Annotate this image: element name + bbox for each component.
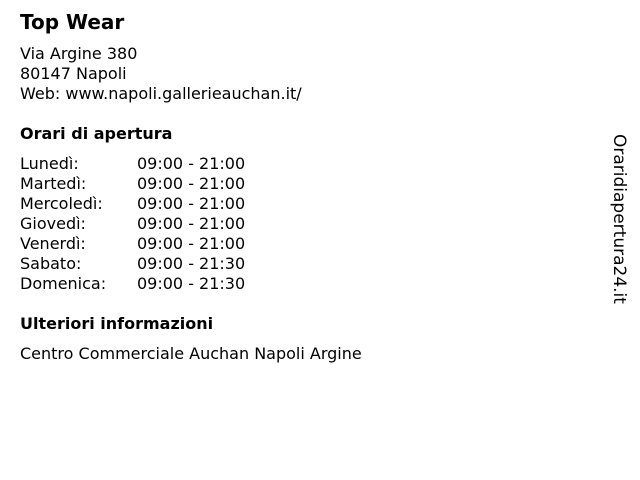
store-title: Top Wear <box>20 10 125 34</box>
day-label: Giovedì: <box>20 214 86 233</box>
additional-info-heading: Ulteriori informazioni <box>20 314 214 333</box>
day-label: Mercoledì: <box>20 194 103 213</box>
hours-row-wednesday <box>20 194 245 214</box>
hours-row-sunday <box>20 274 245 294</box>
site-watermark: Oraridiapertura24.it <box>609 134 629 304</box>
time-range: 09:00 - 21:00 <box>137 194 246 213</box>
hours-row-monday <box>20 154 245 174</box>
day-label: Lunedì: <box>20 154 79 173</box>
additional-info-text: Centro Commerciale Auchan Napoli Argine <box>20 344 362 363</box>
day-label: Venerdì: <box>20 234 86 253</box>
day-label: Martedì: <box>20 174 87 193</box>
city-address: 80147 Napoli <box>20 64 127 83</box>
time-range: 09:00 - 21:00 <box>137 154 246 173</box>
day-label: Sabato: <box>20 254 82 273</box>
hours-row-saturday <box>20 254 245 274</box>
address-block <box>20 44 302 104</box>
time-range: 09:00 - 21:00 <box>137 174 246 193</box>
hours-row-thursday <box>20 214 245 234</box>
hours-row-tuesday <box>20 174 245 194</box>
website-link[interactable]: Web: www.napoli.gallerieauchan.it/ <box>20 84 302 103</box>
time-range: 09:00 - 21:30 <box>137 254 246 273</box>
opening-hours-heading: Orari di apertura <box>20 124 173 143</box>
time-range: 09:00 - 21:00 <box>137 214 246 233</box>
day-label: Domenica: <box>20 274 107 293</box>
time-range: 09:00 - 21:30 <box>137 274 246 293</box>
opening-hours-table <box>20 154 245 294</box>
hours-row-friday <box>20 234 245 254</box>
street-address: Via Argine 380 <box>20 44 138 63</box>
time-range: 09:00 - 21:00 <box>137 234 246 253</box>
